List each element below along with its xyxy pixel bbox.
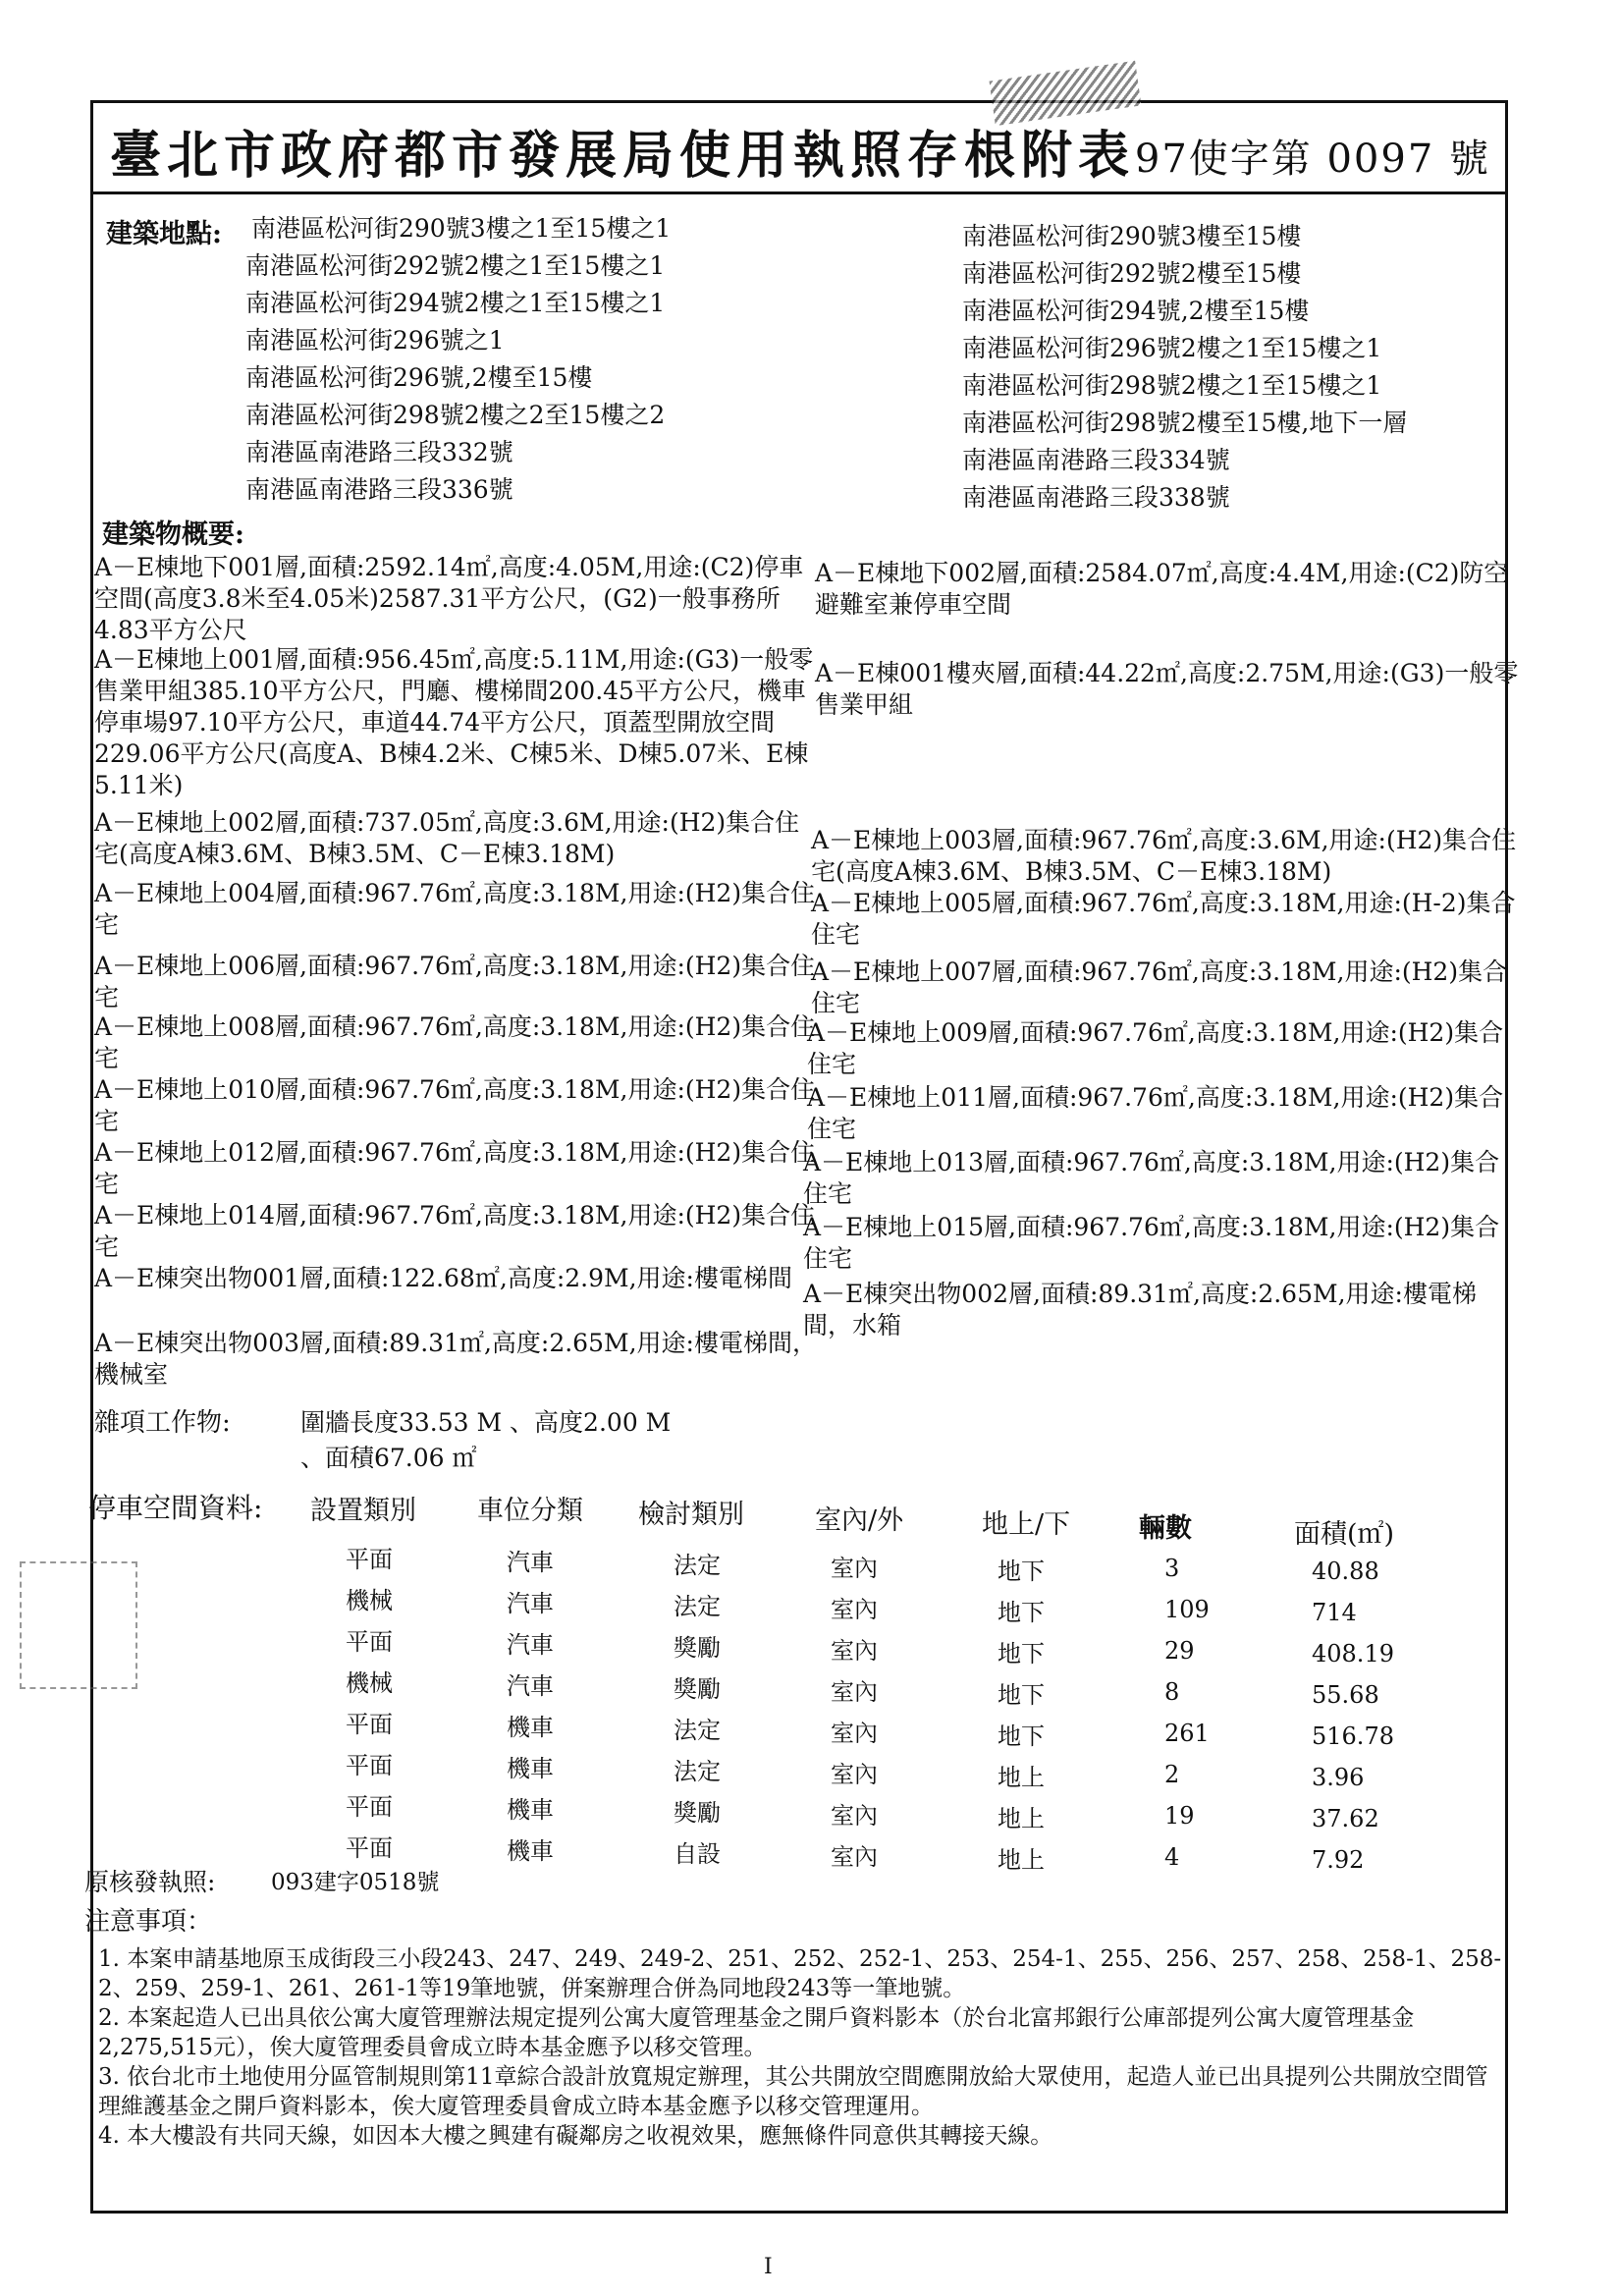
site-address: 南港區松河街296號之1 bbox=[245, 326, 505, 355]
parking-cell: 37.62 bbox=[1312, 1805, 1379, 1832]
parking-cell: 室內 bbox=[831, 1720, 878, 1747]
overview-entry: A－E棟地上008層,面積:967.76㎡,高度:3.18M,用途:(H2)集合住宅 bbox=[94, 1012, 816, 1072]
parking-cell: 室內 bbox=[831, 1761, 878, 1788]
overview-entry: A－E棟地下002層,面積:2584.07㎡,高度:4.4M,用途:(C2)防空避難室兼停車空間 bbox=[815, 559, 1509, 619]
overview-entry: A－E棟地下001層,面積:2592.14㎡,高度:4.05M,用途:(C2)停車空間(高度3.8米至4.05米)2587.31平方公尺，(G2)一般事務所4.83平方公尺 bbox=[94, 553, 804, 644]
parking-cell: 地下 bbox=[998, 1722, 1045, 1750]
parking-cell: 室內 bbox=[831, 1678, 878, 1706]
parking-cell: 7.92 bbox=[1312, 1846, 1365, 1874]
parking-header: 設置類別 bbox=[310, 1496, 416, 1526]
parking-cell: 法定 bbox=[674, 1593, 721, 1620]
parking-cell: 室內 bbox=[831, 1802, 878, 1830]
site-address: 南港區松河街290號3樓之1至15樓之1 bbox=[251, 214, 672, 243]
parking-cell: 獎勵 bbox=[674, 1675, 721, 1703]
parking-cell: 8 bbox=[1164, 1678, 1180, 1706]
parking-cell: 516.78 bbox=[1312, 1722, 1394, 1750]
parking-cell: 機械 bbox=[346, 1587, 393, 1614]
site-address: 南港區松河街292號2樓至15樓 bbox=[962, 259, 1302, 288]
parking-cell: 機車 bbox=[507, 1755, 554, 1782]
overview-entry: A－E棟地上014層,面積:967.76㎡,高度:3.18M,用途:(H2)集合住宅 bbox=[94, 1201, 816, 1261]
original-permit-label: 原核發執照: bbox=[84, 1868, 216, 1896]
parking-cell: 4 bbox=[1164, 1843, 1180, 1871]
overview-entry: A－E棟突出物002層,面積:89.31㎡,高度:2.65M,用途:樓電梯間，水箱 bbox=[803, 1280, 1477, 1339]
site-address: 南港區南港路三段334號 bbox=[962, 446, 1230, 474]
parking-cell: 法定 bbox=[674, 1758, 721, 1785]
parking-cell: 汽車 bbox=[507, 1631, 554, 1659]
parking-cell: 29 bbox=[1164, 1637, 1195, 1665]
site-address: 南港區南港路三段332號 bbox=[245, 438, 513, 466]
overview-entry: A－E棟001樓夾層,面積:44.22㎡,高度:2.75M,用途:(G3)一般零售業甲組 bbox=[815, 659, 1519, 719]
overview-entry: A－E棟地上005層,面積:967.76㎡,高度:3.18M,用途:(H-2)集合住宅 bbox=[811, 889, 1516, 949]
overview-entry: A－E棟地上006層,面積:967.76㎡,高度:3.18M,用途:(H2)集合住宅 bbox=[94, 952, 816, 1011]
site-address: 南港區松河街296號,2樓至15樓 bbox=[245, 363, 593, 392]
site-address: 南港區松河街298號2樓之2至15樓之2 bbox=[245, 401, 666, 429]
parking-cell: 55.68 bbox=[1312, 1681, 1379, 1709]
misc-label: 雜項工作物: bbox=[94, 1408, 231, 1438]
parking-label: 停車空間資料: bbox=[88, 1492, 263, 1524]
note-item: 1. 本案申請基地原玉成街段三小段243、247、249、249-2、251、252、252-1、253、254-1、255、256、257、258、258-1、258-2、259、259-1、261、261-1等19筆地號，併案辦理合併為同地段243等一筆地號。 bbox=[98, 1946, 1502, 2001]
parking-cell: 室內 bbox=[831, 1637, 878, 1665]
parking-cell: 平面 bbox=[346, 1752, 393, 1779]
page-title: 臺北市政府都市發展局使用執照存根附表 bbox=[110, 126, 1136, 186]
parking-cell: 3.96 bbox=[1312, 1764, 1365, 1791]
parking-cell: 法定 bbox=[674, 1717, 721, 1744]
parking-cell: 地上 bbox=[998, 1764, 1045, 1791]
seal-mark bbox=[20, 1561, 137, 1689]
title-row bbox=[90, 100, 1508, 194]
overview-entry: A－E棟地上002層,面積:737.05㎡,高度:3.6M,用途:(H2)集合住宅(高度A棟3.6M、B棟3.5M、C－E棟3.18M) bbox=[94, 808, 800, 868]
parking-cell: 自設 bbox=[674, 1840, 721, 1868]
site-address: 南港區松河街290號3樓至15樓 bbox=[962, 222, 1302, 250]
parking-cell: 機車 bbox=[507, 1796, 554, 1824]
parking-cell: 3 bbox=[1164, 1555, 1180, 1582]
parking-cell: 平面 bbox=[346, 1834, 393, 1862]
parking-cell: 地下 bbox=[998, 1681, 1045, 1709]
overview-entry: A－E棟突出物001層,面積:122.68㎡,高度:2.9M,用途:樓電梯間 bbox=[94, 1264, 792, 1292]
misc-area: 、面積67.06 ㎡ bbox=[300, 1444, 477, 1472]
parking-cell: 汽車 bbox=[507, 1590, 554, 1617]
parking-cell: 室內 bbox=[831, 1596, 878, 1623]
site-address: 南港區南港路三段336號 bbox=[245, 475, 513, 504]
parking-cell: 109 bbox=[1164, 1596, 1210, 1623]
parking-header: 面積(㎡) bbox=[1294, 1519, 1395, 1550]
note-item: 3. 依台北市土地使用分區管制規則第11章綜合設計放寬規定辦理，其公共開放空間應開放給大眾使用，起造人並已出具提列公共開放空間管理維護基金之開戶資料影本，俟大廈管理委員會成立時本基金應予以移交管理運用。 bbox=[98, 2064, 1488, 2119]
parking-cell: 714 bbox=[1312, 1599, 1357, 1626]
site-label: 建築地點: bbox=[106, 219, 222, 249]
site-address: 南港區松河街292號2樓之1至15樓之1 bbox=[245, 251, 666, 280]
note-item: 2. 本案起造人已出具依公寓大廈管理辦法規定提列公寓大廈管理基金之開戶資料影本（於台北富邦銀行公庫部提列公寓大廈管理基金2,275,515元），俟大廈管理委員會成立時本基金應予以移交管理。 bbox=[98, 2005, 1415, 2060]
parking-cell: 汽車 bbox=[507, 1672, 554, 1700]
overview-entry: A－E棟突出物003層,面積:89.31㎡,高度:2.65M,用途:樓電梯間，機械室 bbox=[94, 1329, 817, 1389]
overview-label: 建築物概要: bbox=[102, 519, 244, 550]
parking-cell: 機械 bbox=[346, 1669, 393, 1697]
parking-cell: 獎勵 bbox=[674, 1799, 721, 1827]
page-number: I bbox=[764, 2255, 773, 2279]
parking-cell: 地上 bbox=[998, 1805, 1045, 1832]
overview-entry: A－E棟地上009層,面積:967.76㎡,高度:3.18M,用途:(H2)集合住宅 bbox=[807, 1018, 1504, 1078]
site-address: 南港區松河街298號2樓至15樓,地下一層 bbox=[962, 409, 1408, 437]
parking-cell: 地下 bbox=[998, 1640, 1045, 1667]
parking-cell: 40.88 bbox=[1312, 1558, 1379, 1585]
parking-cell: 2 bbox=[1164, 1761, 1180, 1788]
site-left-list bbox=[245, 210, 672, 509]
parking-cell: 平面 bbox=[346, 1546, 393, 1573]
misc-wall: 圍牆長度33.53 M 、高度2.00 M bbox=[300, 1408, 672, 1437]
overview-entry: A－E棟地上012層,面積:967.76㎡,高度:3.18M,用途:(H2)集合住宅 bbox=[94, 1138, 816, 1198]
parking-cell: 地下 bbox=[998, 1558, 1045, 1585]
parking-cell: 19 bbox=[1164, 1802, 1195, 1830]
overview-entry: A－E棟地上004層,面積:967.76㎡,高度:3.18M,用途:(H2)集合住宅 bbox=[94, 879, 816, 939]
parking-cell: 機車 bbox=[507, 1714, 554, 1741]
site-right-list bbox=[962, 218, 1407, 517]
original-permit-value: 093建字0518號 bbox=[271, 1870, 440, 1895]
parking-cell: 平面 bbox=[346, 1628, 393, 1656]
parking-cell: 法定 bbox=[674, 1552, 721, 1579]
parking-cell: 408.19 bbox=[1312, 1640, 1394, 1667]
note-item: 4. 本大樓設有共同天線，如因本大樓之興建有礙鄰房之收視效果，應無條件同意供其轉接天線。 bbox=[98, 2123, 1053, 2149]
permit-number: 97使字第 0097 號 bbox=[1134, 137, 1490, 182]
parking-cell: 平面 bbox=[346, 1793, 393, 1821]
parking-cell: 室內 bbox=[831, 1555, 878, 1582]
overview-entry: A－E棟地上011層,面積:967.76㎡,高度:3.18M,用途:(H2)集合住宅 bbox=[807, 1083, 1504, 1143]
overview-entry: A－E棟地上003層,面積:967.76㎡,高度:3.6M,用途:(H2)集合住宅(高度A棟3.6M、B棟3.5M、C－E棟3.18M) bbox=[811, 826, 1517, 886]
parking-cell: 平面 bbox=[346, 1711, 393, 1738]
parking-cell: 汽車 bbox=[507, 1549, 554, 1576]
overview-entry: A－E棟地上013層,面積:967.76㎡,高度:3.18M,用途:(H2)集合住宅 bbox=[803, 1148, 1500, 1208]
parking-header: 車位分類 bbox=[477, 1496, 583, 1526]
overview-entry: A－E棟地上007層,面積:967.76㎡,高度:3.18M,用途:(H2)集合住宅 bbox=[811, 957, 1508, 1017]
parking-header: 地上/下 bbox=[982, 1509, 1071, 1540]
parking-cell: 室內 bbox=[831, 1843, 878, 1871]
site-address: 南港區松河街296號2樓之1至15樓之1 bbox=[962, 334, 1382, 362]
overview-entry: A－E棟地上010層,面積:967.76㎡,高度:3.18M,用途:(H2)集合住宅 bbox=[94, 1075, 816, 1135]
site-address: 南港區松河街294號,2樓至15樓 bbox=[962, 297, 1310, 325]
parking-cell: 地上 bbox=[998, 1846, 1045, 1874]
overview-entry: A－E棟地上015層,面積:967.76㎡,高度:3.18M,用途:(H2)集合住宅 bbox=[803, 1213, 1500, 1273]
parking-header: 室內/外 bbox=[815, 1505, 904, 1536]
overview-entry: A－E棟地上001層,面積:956.45㎡,高度:5.11M,用途:(G3)一般零售業甲組385.10平方公尺，門廳、樓梯間200.45平方公尺，機車停車場97.10平方公尺，車道44.74平方公尺，頂蓋型開放空間229.06平方公尺(高度A、B棟4.2米、C棟5米、D棟5.07米、E棟5.11米) bbox=[94, 645, 814, 799]
site-address: 南港區松河街298號2樓之1至15樓之1 bbox=[962, 371, 1382, 400]
site-address: 南港區南港路三段338號 bbox=[962, 483, 1230, 512]
parking-header: 輛數 bbox=[1139, 1513, 1192, 1544]
parking-cell: 機車 bbox=[507, 1837, 554, 1865]
notes-label: 注意事項： bbox=[84, 1907, 213, 1937]
site-address: 南港區松河街294號2樓之1至15樓之1 bbox=[245, 289, 666, 317]
parking-cell: 261 bbox=[1164, 1720, 1210, 1747]
parking-cell: 獎勵 bbox=[674, 1634, 721, 1662]
parking-cell: 地下 bbox=[998, 1599, 1045, 1626]
parking-header: 檢討類別 bbox=[638, 1500, 744, 1530]
